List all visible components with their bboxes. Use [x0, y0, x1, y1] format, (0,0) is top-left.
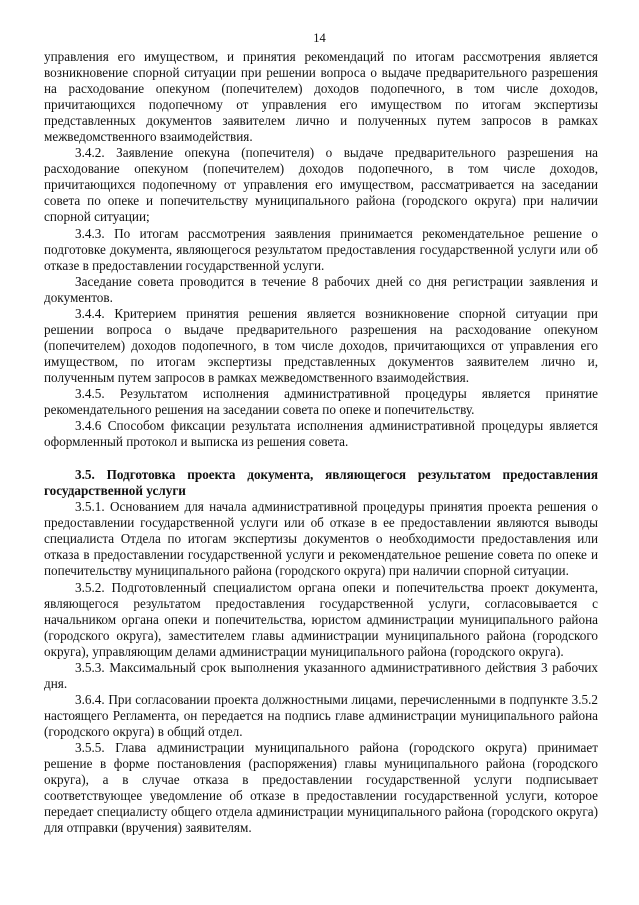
paragraph-3-5-3: 3.5.3. Максимальный срок выполнения указанного административного действия 3 рабочих дня. — [44, 659, 598, 691]
paragraph-3-5-5: 3.5.5. Глава администрации муниципального района (городского округа) принимает решение в форме постановления (распоряжения) главы муниципального района (городского округа), а в случае отказа в предоставлении государственной услуги подписывает соответствующее уведомление об отказе в предоставлении государственной услуги, которое передает специалисту общего отдела администрации муниципального района (городского округа) для отправки (вручения) заявителям. — [44, 739, 598, 836]
paragraph-3-5-1: 3.5.1. Основанием для начала административной процедуры принятия проекта решения о предоставлении государственной услуги или об отказе в ее предоставлении являются выводы специалиста Отдела по итогам экспертизы документов о необходимости предоставления или отказа в предоставлении государственной услуги и рекомендательное решение совета по опеке и попечительству муниципального района (городского округа) при наличии спорной ситуации. — [44, 499, 598, 579]
paragraph-3-6-4: 3.6.4. При согласовании проекта должностными лицами, перечисленными в подпункте 3.5.2 настоящего Регламента, он передается на подпись главе администрации муниципального района (городского округа) в общий отдел. — [44, 691, 598, 739]
paragraph-3-4-6: 3.4.6 Способом фиксации результата исполнения административной процедуры является оформленный протокол и выписка из решения совета. — [44, 418, 598, 450]
document-body — [44, 49, 598, 836]
paragraph-3-4-5: 3.4.5. Результатом исполнения административной процедуры является принятие рекомендательного решения на заседании совета по опеке и попечительству. — [44, 385, 598, 418]
page-number: 14 — [313, 31, 326, 45]
section-heading-3-5: 3.5. Подготовка проекта документа, являющегося результатом предоставления государственной услуги — [44, 467, 598, 499]
paragraph-3-4-2: 3.4.2. Заявление опекуна (попечителя) о выдаче предварительного разрешения на расходование опекуном (попечителем) доходов подопечного, в том числе доходов, причитающихся подопечному от управления его имуществом, рассматривается на заседании совета по опеке и попечительству муниципального района (городского округа) при наличии спорной ситуации; — [44, 145, 598, 225]
paragraph-council-meeting: Заседание совета проводится в течение 8 рабочих дней со дня регистрации заявления и документов. — [44, 273, 598, 305]
paragraph-3-5-2: 3.5.2. Подготовленный специалистом органа опеки и попечительства проект документа, являющегося результатом предоставления государственной услуги, согласовывается с начальником органа опеки и попечительства, юристом администрации муниципального района (городского округа), заместителем главы администрации муниципального района (городского округа), управляющим делами администрации муниципального района (городского округа). — [44, 579, 598, 659]
paragraph-3-4-3: 3.4.3. По итогам рассмотрения заявления принимается рекомендательное решение о подготовке документа, являющегося результатом предоставления государственной услуги или об отказе в предоставлении государственной услуги. — [44, 225, 598, 273]
paragraph-continuation: управления его имуществом, и принятия рекомендаций по итогам рассмотрения является возникновение спорной ситуации при решении вопроса о выдаче предварительного разрешения на расходование опекуном (попечителем) доходов подопечного, в том числе доходов, причитающихся подопечному от управления его имуществом по итогам экспертизы представленных документов заявителем лично и полученных путем запросов в рамках межведомственного взаимодействия. — [44, 49, 598, 145]
paragraph-3-4-4: 3.4.4. Критерием принятия решения является возникновение спорной ситуации при решении вопроса о выдаче предварительного разрешения на расходование опекуном (попечителем) доходов подопечного, в том числе доходов, причитающихся от управления его имуществом, по итогам экспертизы представленных документов заявителем лично и, полученным путем запросов в рамках межведомственного взаимодействия. — [44, 305, 598, 385]
